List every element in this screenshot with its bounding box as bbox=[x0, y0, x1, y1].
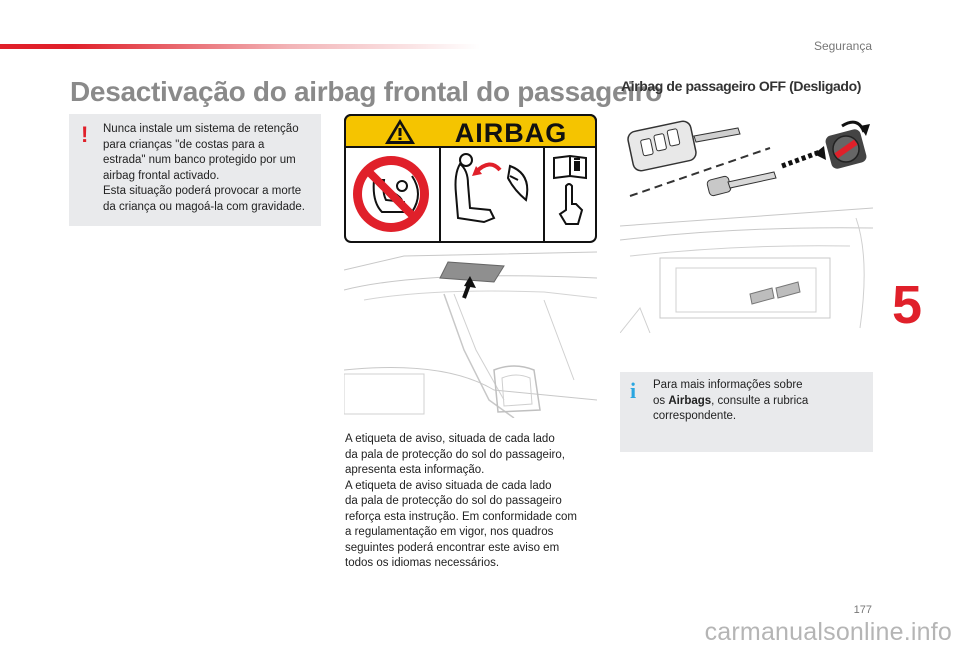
caption-line: da pala de protecção do sol do passageiro, bbox=[345, 448, 565, 461]
info-line: correspondente. bbox=[653, 410, 737, 422]
warning-line: Esta situação poderá provocar a morte bbox=[103, 185, 302, 197]
section-subheading: Airbag de passageiro OFF (Desligado) bbox=[621, 78, 861, 94]
sunvisor-warning-sticker bbox=[440, 262, 504, 282]
no-rear-facing-seat-icon bbox=[353, 156, 429, 232]
caption-line: da pala de protecção do sol do passageiro bbox=[345, 495, 562, 507]
warning-box bbox=[69, 114, 321, 226]
info-line-suffix: , consulte a rubrica bbox=[711, 394, 809, 407]
sunvisor-caption bbox=[345, 432, 597, 572]
caption-line: seguintes poderá encontrar este aviso em bbox=[345, 541, 560, 554]
caption-line: apresenta esta informação. bbox=[345, 464, 485, 476]
warning-line: para crianças "de costas para a bbox=[103, 138, 265, 151]
airbag-label-text: AIRBAG bbox=[454, 118, 568, 148]
info-text bbox=[653, 378, 853, 425]
airbag-switch-illustration bbox=[620, 108, 873, 333]
key-blade-icon bbox=[706, 172, 776, 196]
dashed-arrow-icon bbox=[782, 146, 826, 166]
page-title: Desactivação do airbag frontal do passageiro bbox=[70, 76, 663, 107]
airbag-switch-dial-icon bbox=[824, 128, 868, 170]
warning-line: airbag frontal activado. bbox=[103, 169, 220, 182]
chapter-number: 5 bbox=[892, 275, 923, 335]
info-line-prefix: os bbox=[653, 394, 669, 407]
caption-line: A etiqueta de aviso situada de cada lado bbox=[345, 479, 552, 492]
warning-text bbox=[103, 122, 315, 215]
caption-line: reforça esta instrução. Em conformidade com bbox=[345, 510, 578, 523]
caption-line: a regulamentação em vigor, nos quadros bbox=[345, 526, 554, 538]
section-header: Segurança bbox=[813, 39, 872, 53]
caption-line: todos os idiomas necessários. bbox=[345, 557, 500, 569]
info-box bbox=[620, 372, 873, 452]
header-accent-bar bbox=[0, 44, 480, 49]
info-line bbox=[653, 394, 853, 410]
airbags-reference: Airbags bbox=[668, 394, 712, 407]
airbag-warning-label bbox=[344, 114, 597, 243]
info-icon: i bbox=[630, 378, 637, 403]
warning-line: Nunca instale um sistema de retenção bbox=[103, 123, 299, 135]
page-number: 177 bbox=[853, 604, 872, 616]
exclamation-icon: ! bbox=[81, 122, 89, 147]
info-line: Para mais informações sobre bbox=[653, 379, 803, 391]
warning-line: da criança ou magoá-la com gravidade. bbox=[103, 200, 306, 213]
sunvisor-illustration bbox=[344, 250, 597, 418]
caption-line: A etiqueta de aviso, situada de cada lado bbox=[345, 433, 555, 445]
warning-line: estrada" num banco protegido por um bbox=[103, 154, 296, 166]
watermark: carmanualsonline.info bbox=[704, 618, 952, 646]
